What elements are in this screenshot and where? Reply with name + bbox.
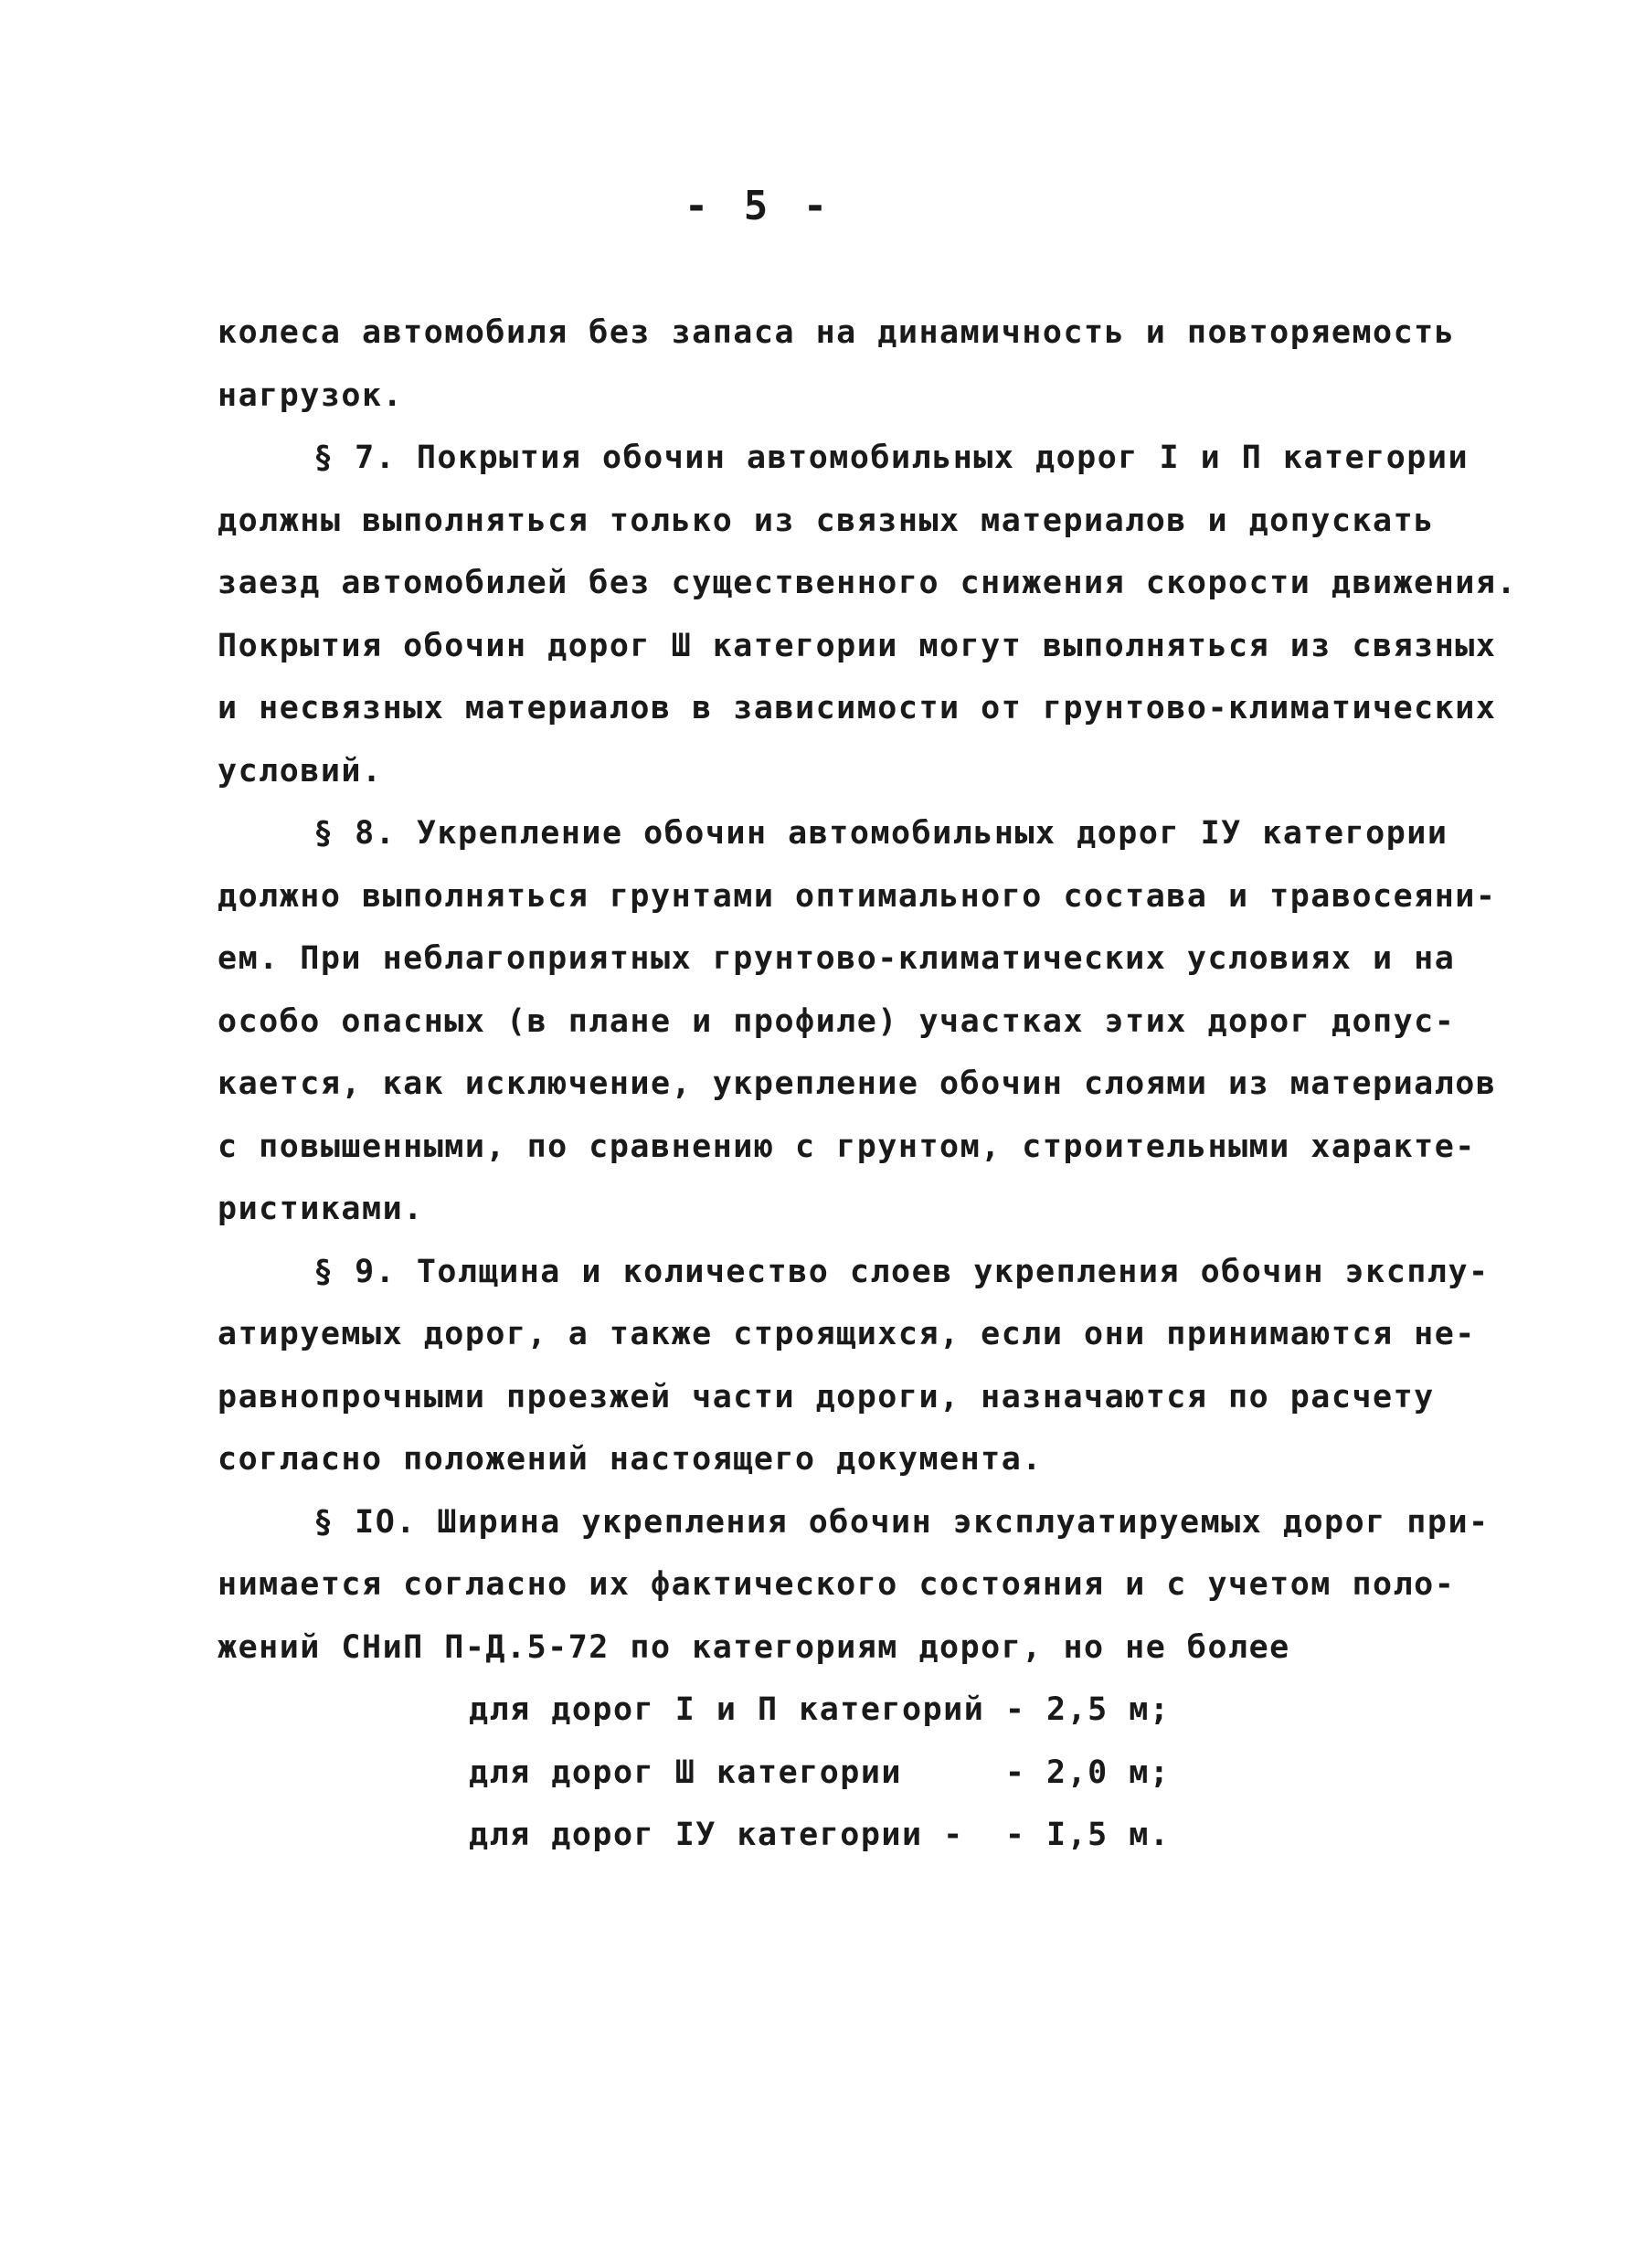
text-line: жений СНиП П-Д.5-72 по категориям дорог, но не более	[218, 1628, 1290, 1666]
text-line: условий.	[218, 752, 383, 790]
text-line: равнопрочными проезжей части дороги, назначаются по расчету	[218, 1378, 1435, 1415]
text-line: Покрытия обочин дорог Ш категории могут выполняться из связных	[218, 627, 1497, 664]
text-line: нагрузок.	[218, 376, 404, 414]
page-number: - 5 -	[684, 183, 833, 229]
text-line: ем. При неблагоприятных грунтово-климатических условиях и на	[218, 940, 1456, 977]
text-line: особо опасных (в плане и профиле) участках этих дорог допус-	[218, 1002, 1456, 1040]
text-line: нимается согласно их фактического состояния и с учетом поло-	[218, 1566, 1456, 1603]
text-line: должно выполняться грунтами оптимального состава и травосеяни-	[218, 877, 1497, 915]
width-list-item: для дорог I и П категорий - 2,5 м;	[469, 1691, 1171, 1728]
text-line: должны выполняться только из связных материалов и допускать	[218, 502, 1435, 539]
text-line: с повышенными, по сравнению с грунтом, строительными характе-	[218, 1128, 1476, 1165]
text-line: заезд автомобилей без существенного снижения скорости движения.	[218, 565, 1518, 601]
paragraph-9-start: § 9. Толщина и количество слоев укрепления обочин эксплу-	[313, 1253, 1490, 1290]
text-line: колеса автомобиля без запаса на динамичность и повторяемость	[218, 314, 1456, 351]
paragraph-8-start: § 8. Укрепление обочин автомобильных дорог IУ категории	[313, 815, 1448, 852]
text-line: кается, как исключение, укрепление обочин слоями из материалов	[218, 1065, 1497, 1102]
text-line: и несвязных материалов в зависимости от грунтово-климатических	[218, 690, 1497, 726]
width-list-item: для дорог IУ категории - - I,5 м.	[469, 1817, 1171, 1853]
paragraph-10-start: § IO. Ширина укрепления обочин эксплуатируемых дорог при-	[313, 1503, 1490, 1541]
text-line: атируемых дорог, а также строящихся, если они принимаются не-	[218, 1316, 1476, 1352]
text-line: согласно положений настоящего документа.	[218, 1441, 1043, 1478]
width-list-item: для дорог Ш категории - 2,0 м;	[469, 1754, 1171, 1791]
paragraph-7-start: § 7. Покрытия обочин автомобильных дорог I и П категории	[313, 440, 1470, 476]
document-body	[218, 302, 1518, 1867]
text-line: ристиками.	[218, 1191, 424, 1227]
